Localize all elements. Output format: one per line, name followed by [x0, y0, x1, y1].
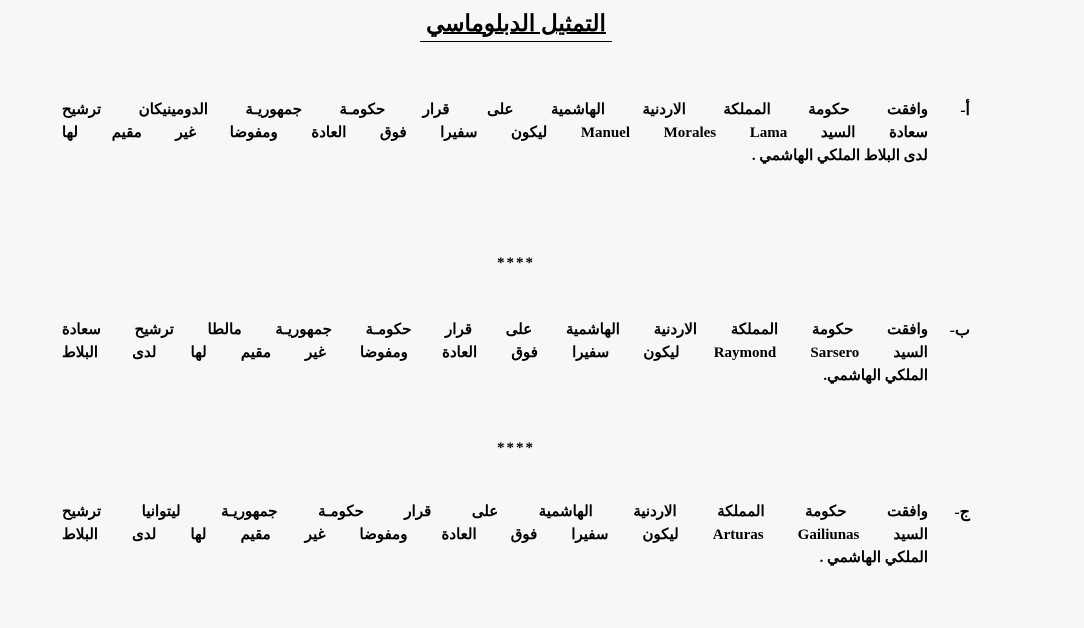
paragraph-line [62, 365, 928, 388]
arabic-text: ليكون سفيرا فوق العادة ومفوضا غير مقيم لها لدى البلاط [62, 526, 713, 543]
title-row [62, 0, 970, 42]
arabic-text: السيد [859, 344, 928, 361]
paragraph-body [62, 501, 928, 570]
arabic-text: الملكي الهاشمي . [819, 549, 928, 566]
paragraph-line [62, 342, 928, 365]
paragraph-c [62, 501, 970, 570]
arabic-text: لدى البلاط الملكي الهاشمي . [751, 147, 928, 164]
latin-name: Raymond Sarsero [713, 344, 860, 361]
paragraph-body [62, 99, 928, 168]
paragraph-line [62, 122, 928, 145]
paragraph-marker: أ- [960, 101, 970, 119]
paragraph-line [62, 524, 928, 547]
arabic-text: وافقت حكومة المملكة الاردنية الهاشمية على قرار حكومـة جمهوريـة الدومينيكان ترشيح [62, 101, 928, 118]
paragraph-body [62, 319, 928, 388]
arabic-text: ليكون سفيرا فوق العادة ومفوضا غير مقيم لها لدى البلاط [62, 344, 714, 361]
paragraph-marker: ب- [949, 321, 970, 339]
arabic-text: ليكون سفيرا فوق العادة ومفوضا غير مقيم لها [62, 124, 581, 141]
paragraph-marker: ج- [954, 503, 970, 521]
paragraph-line [62, 501, 928, 524]
latin-name: Arturas Gailiunas [712, 526, 860, 543]
arabic-text: سعادة السيد [787, 124, 928, 141]
paragraph-line [62, 145, 928, 168]
section-separator: **** [497, 254, 535, 271]
section-separator: **** [497, 439, 535, 456]
arabic-text: الملكي الهاشمي. [823, 367, 928, 384]
arabic-text: وافقت حكومة المملكة الاردنية الهاشمية على قرار حكومـة جمهوريـة ليتوانيا ترشيح [62, 503, 928, 520]
arabic-text: السيد [859, 526, 928, 543]
paragraph-line [62, 547, 928, 570]
arabic-text: وافقت حكومة المملكة الاردنية الهاشمية على قرار حكومـة جمهوريـة مالطا ترشيح سعادة [62, 321, 928, 338]
paragraph-line [62, 319, 928, 342]
paragraph-line [62, 99, 928, 122]
page-title: التمثيل الدبلوماسي [420, 10, 612, 42]
paragraph-b [62, 319, 970, 388]
paragraph-a [62, 99, 970, 168]
latin-name: Manuel Morales Lama [580, 124, 788, 141]
